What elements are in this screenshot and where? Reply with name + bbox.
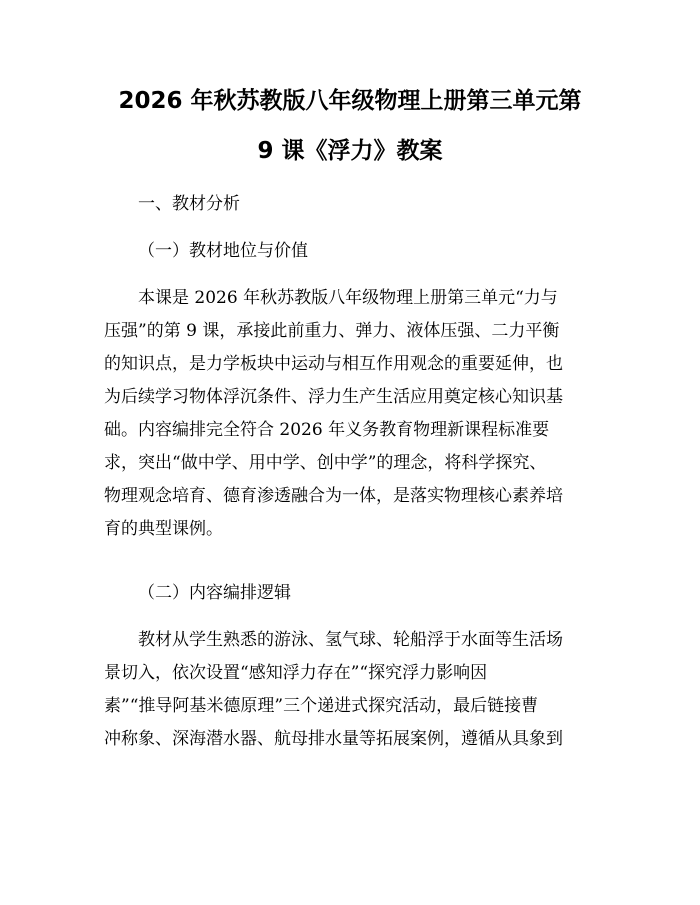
subsection-heading-position-value: （一）教材地位与价值: [138, 241, 308, 261]
paragraph-line: 教材从学生熟悉的游泳、氢气球、轮船浮于水面等生活场: [138, 630, 563, 650]
paragraph-line: 压强”的第 9 课，承接此前重力、弹力、液体压强、二力平衡: [104, 321, 560, 341]
paragraph-line: 物理观念培育、德育渗透融合为一体，是落实物理核心素养培: [104, 486, 563, 506]
subsection-heading-content-logic: （二）内容编排逻辑: [138, 583, 291, 603]
section-heading-textbook-analysis: 一、教材分析: [138, 194, 240, 214]
paragraph-line: 冲称象、深海潜水器、航母排水量等拓展案例，遵循从具象到: [104, 729, 563, 749]
paragraph-line: 求，突出“做中学、用中学、创中学”的理念，将科学探究、: [104, 453, 547, 473]
paragraph-line: 素”“推导阿基米德原理”三个递进式探究活动，最后链接曹: [104, 696, 539, 716]
paragraph-line: 景切入，依次设置“感知浮力存在”“探究浮力影响因: [104, 663, 488, 683]
paragraph-line: 础。内容编排完全符合 2026 年义务教育物理新课程标准要: [104, 420, 550, 440]
document-title-line-2: 9 课《浮力》教案: [257, 138, 443, 164]
paragraph-line: 为后续学习物体浮沉条件、浮力生产生活应用奠定核心知识基: [104, 387, 563, 407]
paragraph-line: 育的典型课例。: [104, 519, 223, 539]
document-title-line-1: 2026 年秋苏教版八年级物理上册第三单元第: [118, 88, 582, 114]
paragraph-line: 本课是 2026 年秋苏教版八年级物理上册第三单元“力与: [138, 288, 558, 308]
paragraph-line: 的知识点，是力学板块中运动与相互作用观念的重要延伸，也: [104, 354, 563, 374]
